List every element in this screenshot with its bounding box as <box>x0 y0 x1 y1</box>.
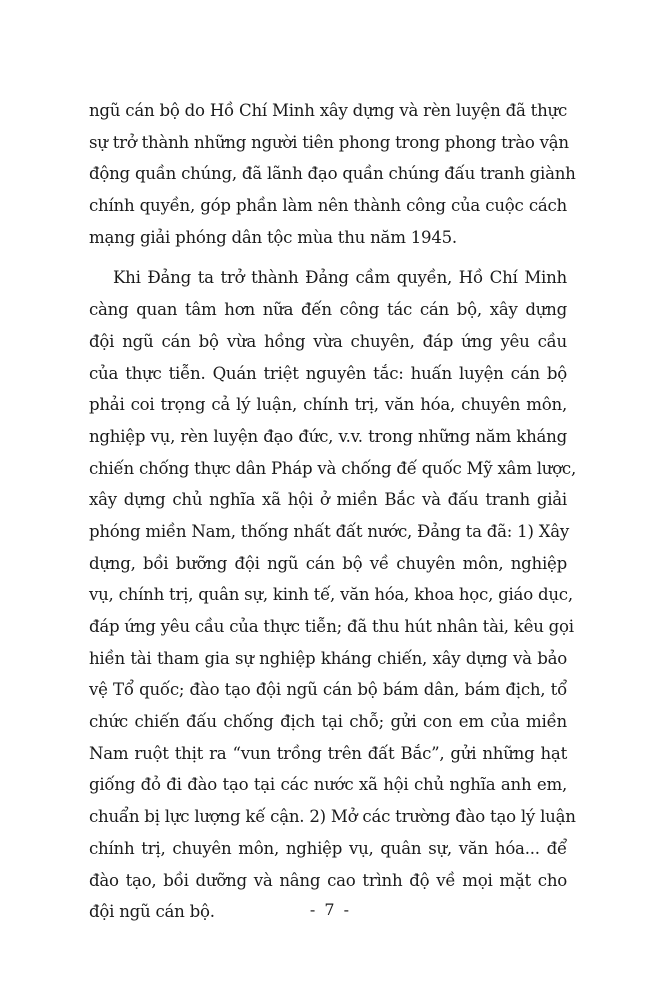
text-line: chính trị, chuyên môn, nghiệp vụ, quân sự, văn hóa... để <box>89 838 567 858</box>
text-line: đội ngũ cán bộ vừa hồng vừa chuyên, đáp ứng yêu cầu <box>89 331 567 351</box>
paragraph-main <box>89 262 577 927</box>
text-line: của thực tiễn. Quán triệt nguyên tắc: huấn luyện cán bộ <box>89 363 567 383</box>
text-line: Nam ruột thịt ra “vun trồng trên đất Bắc”, gửi những hạt <box>89 743 567 763</box>
text-line: chính quyền, góp phần làm nên thành công của cuộc cách <box>89 196 567 216</box>
page-number: - 7 - <box>309 900 352 919</box>
text-line: vệ Tổ quốc; đào tạo đội ngũ cán bộ bám dân, bám địch, tổ <box>89 680 567 700</box>
text-line: hiền tài tham gia sự nghiệp kháng chiến, xây dựng và bảo <box>89 648 567 668</box>
text-line: dựng, bồi bưỡng đội ngũ cán bộ về chuyên môn, nghiệp <box>89 553 567 573</box>
text-line: nghiệp vụ, rèn luyện đạo đức, v.v. trong những năm kháng <box>89 426 567 446</box>
text-line: chiến chống thực dân Pháp và chống đế quốc Mỹ xâm lược, <box>89 458 577 478</box>
text-line: mạng giải phóng dân tộc mùa thu năm 1945. <box>89 227 457 247</box>
text-line: Khi Đảng ta trở thành Đảng cầm quyền, Hồ Chí Minh <box>113 268 567 288</box>
text-line: chức chiến đấu chống địch tại chỗ; gửi con em của miền <box>89 712 567 732</box>
text-line: ngũ cán bộ do Hồ Chí Minh xây dựng và rèn luyện đã thực <box>89 101 567 120</box>
text-line: vụ, chính trị, quân sự, kinh tế, văn hóa, khoa học, giáo dục, <box>89 585 573 605</box>
text-line: đào tạo, bồi dưỡng và nâng cao trình độ về mọi mặt cho <box>89 870 567 890</box>
text-line: động quần chúng, đã lãnh đạo quần chúng đấu tranh giành <box>89 164 576 184</box>
text-line: chuẩn bị lực lượng kế cận. 2) Mở các trường đào tạo lý luận <box>89 807 576 827</box>
text-line: giống đỏ đi đào tạo tại các nước xã hội chủ nghĩa anh em, <box>89 775 567 795</box>
paragraph-gap <box>89 253 567 262</box>
text-line: phải coi trọng cả lý luận, chính trị, văn hóa, chuyên môn, <box>89 395 567 415</box>
text-line: đội ngũ cán bộ. <box>89 902 215 922</box>
text-line: phóng miền Nam, thống nhất đất nước, Đảng ta đã: 1) Xây <box>89 521 570 541</box>
body-text <box>89 95 577 928</box>
text-line: đáp ứng yêu cầu của thực tiễn; đã thu hút nhân tài, kêu gọi <box>89 617 574 636</box>
text-line: càng quan tâm hơn nữa đến công tác cán bộ, xây dựng <box>89 300 567 320</box>
paragraph-continuation <box>89 95 576 253</box>
text-line: sự trở thành những người tiên phong trong phong trào vận <box>89 132 569 152</box>
text-line: xây dựng chủ nghĩa xã hội ở miền Bắc và đấu tranh giải <box>89 490 567 510</box>
